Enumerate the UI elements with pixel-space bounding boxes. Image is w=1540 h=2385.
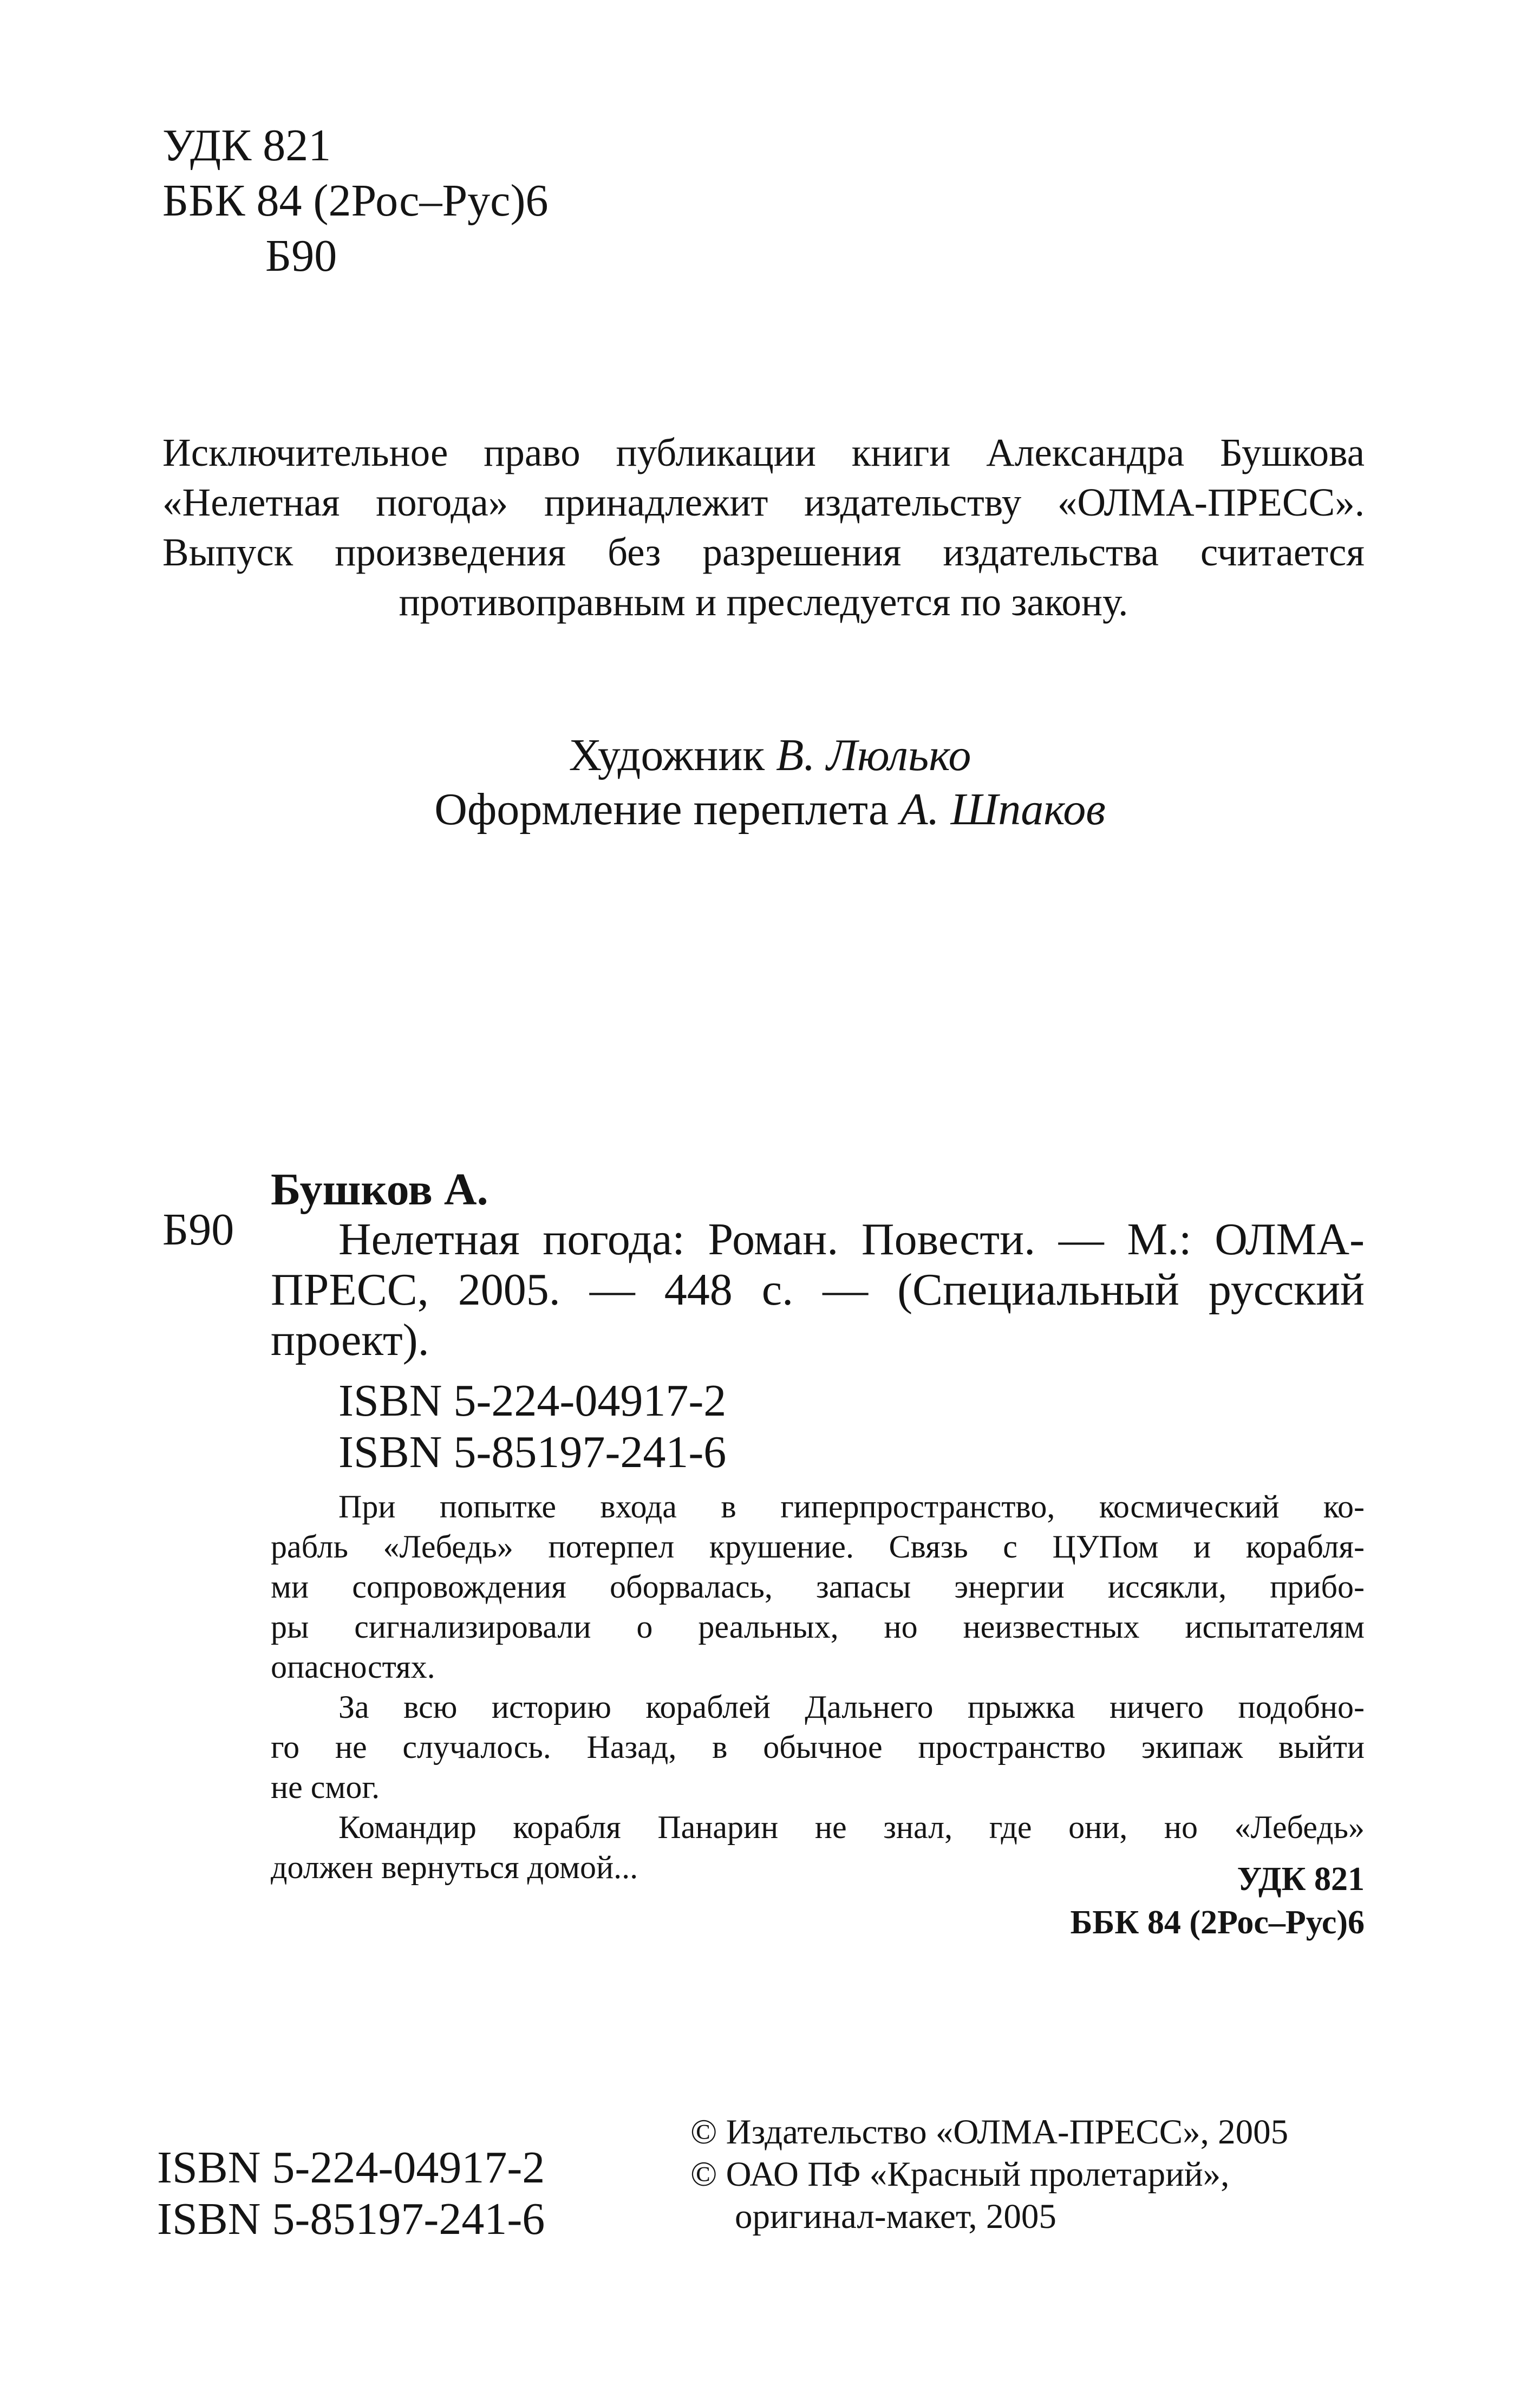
rights-line: противоправным и преследуется по закону. (399, 580, 1128, 624)
catalog-index: Б90 (162, 1204, 234, 1255)
annotation-line: рабль «Лебедь» потерпел крушение. Связь с ЦУПом и корабля- (271, 1529, 1365, 1565)
cover-role: Оформление переплета (434, 784, 889, 835)
annotation-line: Командир корабля Панарин не знал, где они, но «Лебедь» (338, 1809, 1365, 1845)
catalog-description-line: проект). (271, 1315, 429, 1365)
bottom-isbn: ISBN 5-224-04917-2 (157, 2142, 545, 2193)
rights-notice (162, 428, 1365, 627)
annotation-line: опасностях. (271, 1649, 435, 1685)
header-code: Б90 (265, 231, 337, 281)
cover-credit (0, 783, 1540, 837)
annotation-line: должен вернуться домой... (271, 1849, 638, 1885)
catalog-description-line: ПРЕСС, 2005. — 448 с. — (Специальный русский (271, 1265, 1365, 1315)
catalog-card (271, 1165, 1365, 1478)
bottom-isbn: ISBN 5-85197-241-6 (157, 2194, 545, 2244)
credits (0, 728, 1540, 837)
header-bbk: ББК 84 (2Рос–Рус)6 (162, 175, 549, 226)
catalog-isbn: ISBN 5-224-04917-2 (338, 1376, 727, 1426)
artist-credit (0, 728, 1540, 783)
rights-line: Исключительное право публикации книги Александра Бушкова (162, 431, 1365, 474)
annotation-line: При попытке входа в гиперпространство, космический ко- (338, 1489, 1365, 1524)
copyright-line: оригинал-макет, 2005 (735, 2197, 1056, 2236)
annotation-line: ми сопровождения оборвалась, запасы энергии иссякли, прибо- (271, 1569, 1365, 1605)
catalog-isbn: ISBN 5-85197-241-6 (338, 1427, 727, 1477)
footer-udk: УДК 821 (1237, 1861, 1365, 1898)
header-classification (162, 118, 548, 284)
annotation-line: не смог. (271, 1769, 380, 1805)
annotation-line: го не случалось. Назад, в обычное пространство экипаж выйти (271, 1729, 1365, 1765)
catalog-description-line: Нелетная погода: Роман. Повести. — М.: ОЛМА- (338, 1214, 1365, 1265)
copyright-line: © ОАО ПФ «Красный пролетарий», (690, 2155, 1230, 2194)
copyright-line: © Издательство «ОЛМА-ПРЕСС», 2005 (690, 2113, 1289, 2152)
footer-classification (271, 1858, 1365, 1944)
footer-bbk: ББК 84 (2Рос–Рус)6 (1070, 1904, 1365, 1941)
rights-line: Выпуск произведения без разрешения издательства считается (162, 530, 1365, 574)
cover-name: А. Шпаков (900, 784, 1106, 835)
catalog-author: Бушков А. (271, 1164, 488, 1215)
bottom-isbn-block (157, 2142, 545, 2245)
annotation-line: За всю историю кораблей Дальнего прыжка ничего подобно- (338, 1689, 1365, 1725)
artist-role: Художник (569, 730, 765, 780)
copyright-block (690, 2111, 1288, 2238)
header-udk: УДК 821 (162, 120, 331, 171)
annotation-line: ры сигнализировали о реальных, но неизвестных испытателям (271, 1609, 1365, 1645)
rights-line: «Нелетная погода» принадлежит издательству «ОЛМА-ПРЕСС». (162, 480, 1365, 524)
artist-name: В. Люлько (776, 730, 971, 780)
annotation (271, 1487, 1365, 1887)
